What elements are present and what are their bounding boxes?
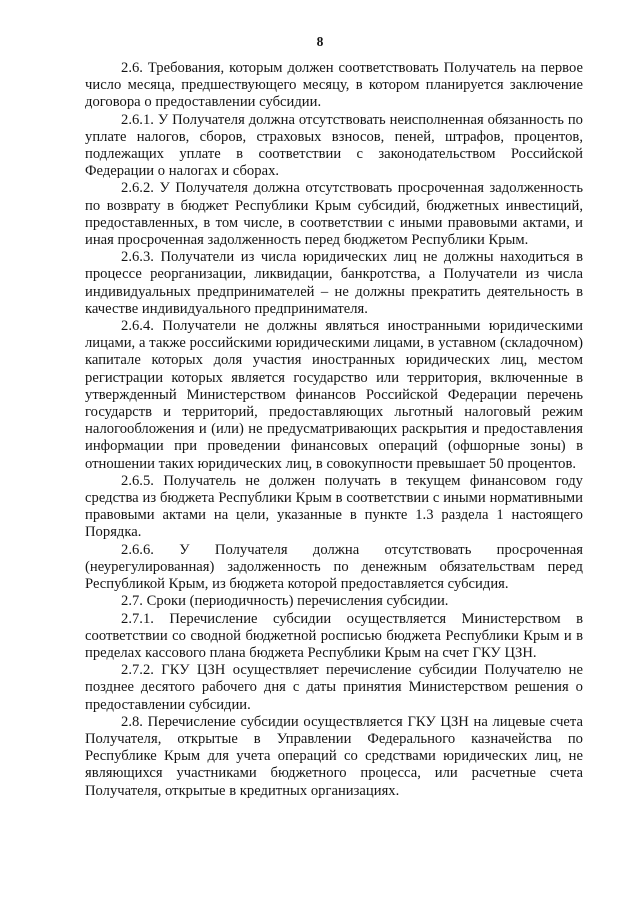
document-body [85, 60, 583, 800]
page-number: 8 [316, 34, 324, 49]
paragraph-2-7: 2.7. Сроки (периодичность) перечисления субсидии. [121, 593, 449, 610]
paragraph-2-7-1: 2.7.1. Перечисление субсидии осуществляется Министерством в соответствии со сводной бюджетной росписью бюджета Республики Крым и в пределах кассового плана бюджета Республики Крым на счет ГКУ ЦЗН. [85, 610, 583, 661]
paragraph-2-6-1: 2.6.1. У Получателя должна отсутствовать неисполненная обязанность по уплате налогов, сборов, страховых взносов, пеней, штрафов, процентов, подлежащих уплате в соответствии с законодательством Российской Федерации о налогах и сборах. [85, 111, 583, 180]
paragraph-2-6-3: 2.6.3. Получатели из числа юридических лиц не должны находиться в процессе реорганизации, ликвидации, банкротства, а Получатели из числа индивидуальных предпринимателей – не должны прекратить деятельность в качестве индивидуального предпринимателя. [85, 249, 583, 317]
paragraph-2-6-2: 2.6.2. У Получателя должна отсутствовать просроченная задолженность по возврату в бюджет Республики Крым субсидий, бюджетных инвестиций, предоставленных, в том числе, в соответствии с иными правовыми актами, и иная просроченная задолженность перед бюджетом Республики Крым. [85, 180, 583, 249]
paragraph-2-6-4: 2.6.4. Получатели не должны являться иностранными юридическими лицами, а также российскими юридическими лицами, в уставном (складочном) капитале которых доля участия иностранных юридических лиц, местом регистрации которых является государство или территория, включенные в утвержденный Министерством финансов Российской Федерации перечень государств и территорий, предоставляющих льготный налоговый режим налогообложения и (или) не предусматривающих раскрытия и предоставления информации при проведении финансовых операций (офшорные зоны) в отношении таких юридических лиц, в совокупности превышает 50 процентов. [85, 318, 583, 472]
paragraph-2-6-5: 2.6.5. Получатель не должен получать в текущем финансовом году средства из бюджета Республики Крым в соответствии с иными нормативными правовыми актами на цели, указанные в пункте 1.3 раздела 1 настоящего Порядка. [85, 472, 583, 541]
paragraph-2-7-2: 2.7.2. ГКУ ЦЗН осуществляет перечисление субсидии Получателю не позднее десятого рабочего дня с даты принятия Министерством решения о предоставлении субсидии. [85, 662, 583, 713]
paragraph-2-6-6: 2.6.6. У Получателя должна отсутствовать просроченная (неурегулированная) задолженность по денежным обязательствам перед Республикой Крым, из бюджета которой предоставляется субсидия. [85, 541, 583, 593]
paragraph-2-8: 2.8. Перечисление субсидии осуществляется ГКУ ЦЗН на лицевые счета Получателя, открытые в Управлении Федерального казначейства по Республике Крым для учета операций со средствами юридических лиц, не являющихся участниками бюджетного процесса, или расчетные счета Получателя, открытые в кредитных организациях. [85, 713, 583, 799]
paragraph-2-6: 2.6. Требования, которым должен соответствовать Получатель на первое число месяца, предшествующего месяцу, в котором планируется заключение договора о предоставлении субсидии. [85, 60, 583, 111]
